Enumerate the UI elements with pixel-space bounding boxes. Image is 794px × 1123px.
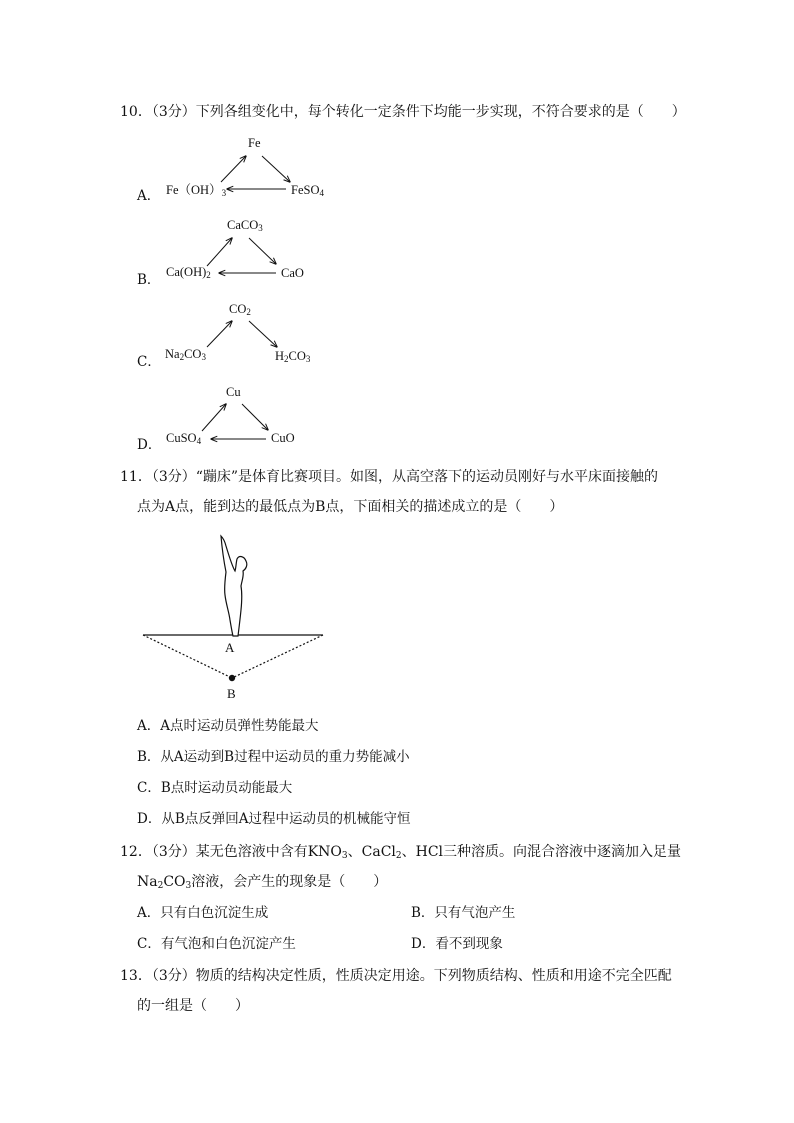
q11-option-d: D．从B点反弹回A过程中运动员的机械能守恒 [137,811,411,827]
q13-stem-line2: 的一组是（ ） [137,998,249,1014]
q10-b-right: CaO [281,266,304,280]
q11-option-a: A．A点时运动员弹性势能最大 [137,718,319,734]
q10-option-d-label: D． [137,437,162,453]
q11-option-c: C．B点时运动员动能最大 [137,780,293,796]
q11-stem-line1: 11．（3分）“蹦床”是体育比赛项目。如图，从高空落下的运动员刚好与水平床面接触的 [120,469,659,485]
point-a-label: A [225,640,235,655]
q12-option-b: B．只有气泡产生 [411,905,516,921]
q12-stem-line2: $Na_2CO_3$溶液，会产生的现象是（ ） [137,874,388,891]
q10-option-c-label: C． [137,354,161,370]
q10-c-left: $Na_2CO_3$ [165,347,206,362]
q10-stem: 10．（3分）下列各组变化中，每个转化一定条件下均能一步实现，不符合要求的是（ ） [120,104,686,120]
q10-c-top: $CO_2$ [229,302,251,317]
trampoline-stretch-right [232,635,323,678]
q10-b-top: CaCO$_3$ [227,218,263,233]
q12-option-a: A．只有白色沉淀生成 [137,905,269,921]
point-b-label: B [227,686,236,701]
q10-b-left: $Ca(OH)_2$ [166,265,211,280]
q10-option-b-label: B． [137,272,161,288]
q12-option-d: D．看不到现象 [411,936,503,952]
q12-option-c: C．有气泡和白色沉淀产生 [137,936,296,952]
q13-stem-line1: 13．（3分）物质的结构决定性质，性质决定用途。下列物质结构、性质和用途不完全匹配 [120,968,672,984]
q10-option-a-label: A． [137,188,161,204]
q10-a-right: FeSO$_4$ [291,183,324,198]
point-b-dot [229,675,235,681]
q10-a-left: $Fe(OH)_3$ [166,183,227,198]
trampoline-stretch-left [143,635,235,678]
q11-stem-line2: 点为A点，能到达的最低点为B点，下面相关的描述成立的是（ ） [137,499,564,515]
q10-d-top: Cu [226,385,241,399]
q10-d-right: CuO [271,431,295,445]
q10-c-right: $H_2CO_3$ [275,349,311,364]
q10-a-top: Fe [248,136,261,150]
q10-d-left: CuSO$_4$ [166,431,202,446]
athlete-silhouette [221,536,247,636]
q11-option-b: B．从A运动到B过程中运动员的重力势能减小 [137,749,410,765]
q12-stem-line1: 12．（3分）某无色溶液中含有$KNO_3$、CaCl$_2$、HCl三种溶质。向混合溶液中逐滴加入足量 [120,844,682,861]
